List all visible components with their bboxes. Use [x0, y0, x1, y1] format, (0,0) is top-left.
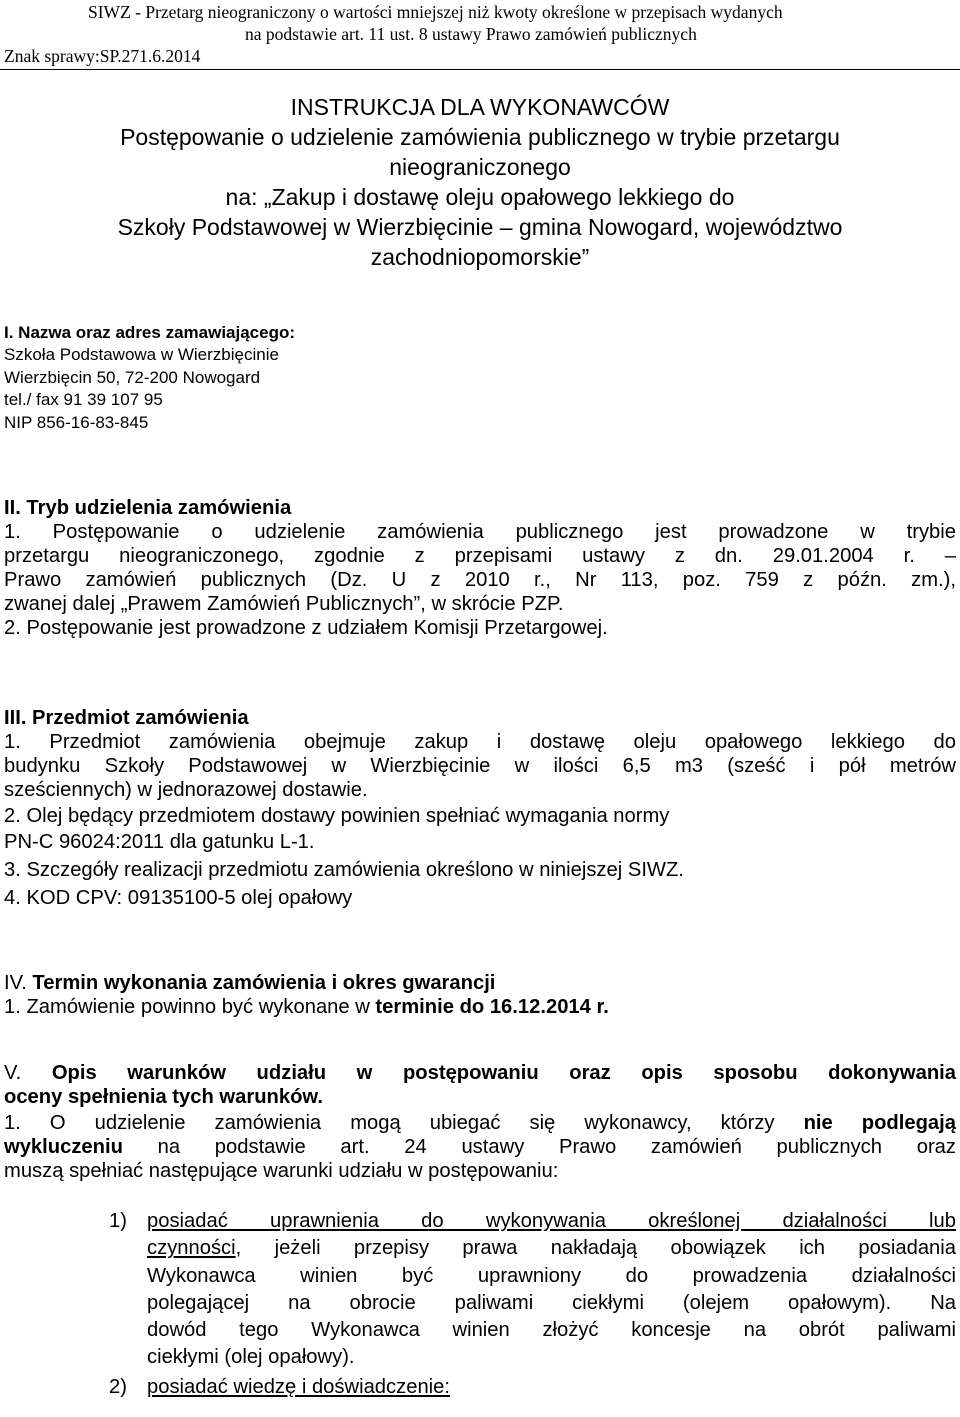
paragraph-text: 1. O udzielenie zamówienia mogą ubiegać się wykonawcy, którzy [4, 1112, 804, 1134]
address-line: Wierzbięcin 50, 72-200 Nowogard [4, 367, 261, 387]
paragraph-text: , jeżeli przepisy prawa nakładają obowiązek ich posiadania [235, 1237, 956, 1260]
conditions-list [4, 1208, 956, 1401]
heading-number: IV. [4, 972, 27, 994]
paragraph-line: 1. Postępowanie o udzielenie zamówienia publicznego jest prowadzone w trybie [4, 521, 956, 543]
paragraph-line [4, 1111, 956, 1135]
section-heading: I. Nazwa oraz adres zamawiającego: [4, 323, 296, 342]
paragraph-line: 1. Przedmiot zamówienia obejmuje zakup i dostawę oleju opałowego lekkiego do [4, 731, 956, 753]
section-heading [4, 971, 956, 995]
paragraph-line [4, 1135, 956, 1159]
paragraph-line: Prawo zamówień publicznych (Dz. U z 2010 r., Nr 113, poz. 759 z późn. zm.), [4, 569, 956, 591]
deadline-date: terminie do 16.12.2014 r. [375, 996, 609, 1018]
paragraph-line: budynku Szkoły Podstawowej w Wierzbięcinie w ilości 6,5 m3 (sześć i pół metrów [4, 755, 956, 777]
title-line: zachodniopomorskie” [370, 244, 590, 270]
paragraph-line: 3. Szczegóły realizacji przedmiotu zamówienia określono w niniejszej SIWZ. [4, 859, 684, 881]
section-heading: III. Przedmiot zamówienia [4, 707, 249, 729]
title-line: na: „Zakup i dostawę oleju opałowego lekkiego do [225, 184, 735, 210]
paragraph-line: 4. KOD CPV: 09135100-5 olej opałowy [4, 887, 353, 909]
title-line: nieograniczonego [389, 154, 571, 180]
emphasis-text: nie podlegają [803, 1112, 956, 1134]
underlined-text: czynności [147, 1237, 236, 1260]
heading-text: Opis warunków udziału w postępowaniu oraz opis sposobu dokonywania [21, 1062, 956, 1084]
phone-fax: tel./ fax 91 39 107 95 [4, 390, 163, 410]
list-item-line [147, 1235, 956, 1262]
section-contracting-authority [4, 322, 295, 434]
list-item-number: 2) [109, 1375, 127, 1398]
document-title [0, 92, 960, 272]
paragraph-text: 1. Zamówienie powinno być wykonane w [4, 996, 376, 1018]
heading-number: V. [4, 1062, 22, 1084]
section-heading: oceny spełnienia tych warunków. [4, 1086, 323, 1108]
section-procedure [4, 496, 956, 640]
section-heading: II. Tryb udzielenia zamówienia [4, 497, 292, 519]
tax-id: NIP 856-16-83-845 [4, 412, 149, 432]
title-line: INSTRUKCJA DLA WYKONAWCÓW [290, 94, 670, 120]
paragraph-line: muszą spełniać następujące warunki udziału w postępowaniu: [4, 1160, 559, 1182]
title-line: Szkoły Podstawowej w Wierzbięcinie – gmina Nowogard, województwo [117, 214, 843, 240]
list-item-line: posiadać uprawnienia do wykonywania określonej działalności lub [147, 1210, 956, 1232]
paragraph-line: PN-C 96024:2011 dla gatunku L-1. [4, 831, 315, 853]
case-number: Znak sprawy:SP.271.6.2014 [4, 46, 201, 66]
list-item-line: dowód tego Wykonawca winien złożyć koncesje na obrót paliwami [147, 1319, 956, 1342]
list-item [4, 1374, 956, 1401]
paragraph-line [4, 995, 956, 1019]
section-subject [4, 706, 956, 910]
list-item-line: posiadać wiedzę i doświadczenie: [147, 1375, 450, 1398]
paragraph-line: 2. Postępowanie jest prowadzone z udziałem Komisji Przetargowej. [4, 617, 608, 639]
header-line-1: SIWZ - Przetarg nieograniczony o wartości mniejszej niż kwoty określone w przepisach wydanych [88, 2, 783, 22]
header-line-2: na podstawie art. 11 ust. 8 ustawy Prawo zamówień publicznych [245, 24, 697, 44]
address-line: Szkoła Podstawowa w Wierzbięcinie [4, 345, 279, 365]
paragraph-line: 2. Olej będący przedmiotem dostawy powinien spełniać wymagania normy [4, 805, 670, 827]
paragraph-line: przetargu nieograniczonego, zgodnie z przepisami ustawy z dn. 29.01.2004 r. – [4, 545, 956, 567]
title-line: Postępowanie o udzielenie zamówienia publicznego w trybie przetargu [120, 124, 840, 150]
list-item-line: polegającej na obrocie paliwami ciekłymi (olejem opałowym). Na [147, 1291, 956, 1314]
paragraph-text: na podstawie art. 24 ustawy Prawo zamówień publicznych oraz [122, 1136, 956, 1158]
list-item-number: 1) [109, 1210, 127, 1232]
list-item-line: ciekłymi (olej opałowy). [147, 1346, 355, 1369]
paragraph-line: zwanej dalej „Prawem Zamówień Publicznych”, w skrócie PZP. [4, 593, 564, 615]
paragraph-line: sześciennych) w jednorazowej dostawie. [4, 779, 368, 801]
section-deadline [4, 971, 956, 1019]
heading-text: Termin wykonania zamówienia i okres gwarancji [26, 972, 496, 994]
emphasis-text: wykluczeniu [4, 1136, 123, 1158]
header-divider [0, 69, 960, 70]
list-item-line: Wykonawca winien być uprawniony do prowadzenia działalności [147, 1264, 956, 1287]
section-conditions [4, 1061, 956, 1183]
section-heading [4, 1061, 956, 1085]
list-item [4, 1208, 956, 1372]
